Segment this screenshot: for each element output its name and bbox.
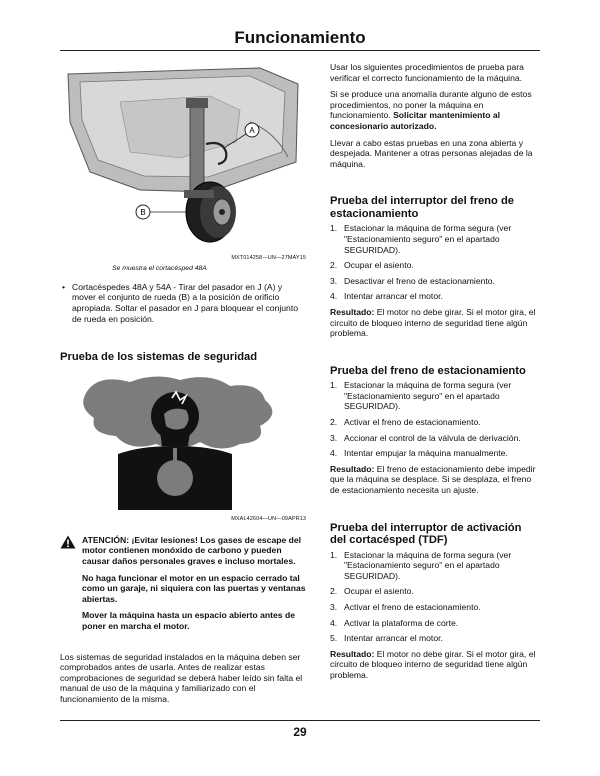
callout-b: B	[140, 208, 146, 217]
mower-wheel-illustration	[60, 62, 306, 248]
result-paragraph	[330, 464, 540, 496]
result-label: Resultado:	[330, 306, 375, 317]
result-text: El motor no debe girar. Si el motor gira, el circuito de bloqueo interno de seguridad tiene algún problema.	[330, 306, 536, 339]
result-paragraph	[330, 649, 540, 681]
result-label: Resultado:	[330, 648, 375, 659]
result-label: Resultado:	[330, 463, 375, 474]
list-item: 4. Intentar arrancar el motor.	[330, 291, 443, 302]
bullet-dot: •	[62, 281, 66, 292]
list-item: 1. Estacionar la máquina de forma segura (ver "Estacionamiento seguro" en el apartado SEGURIDAD).	[330, 380, 512, 412]
section-title: Prueba del interruptor de activación del cortacésped (TDF)	[330, 521, 522, 547]
intro-paragraph	[330, 89, 540, 131]
wheel-figure	[60, 62, 306, 275]
list-item: 4. Activar la plataforma de corte.	[330, 617, 459, 628]
warning-text: Mover la máquina hasta un espacio abierto antes de poner en marcha el motor.	[82, 610, 295, 631]
result-text: El motor no debe girar. Si el motor gira, el circuito de bloqueo interno de seguridad tiene algún problema.	[330, 648, 536, 680]
list-item	[60, 282, 306, 324]
header-rule	[60, 50, 540, 51]
exhaust-warning-illustration	[60, 370, 306, 510]
list-item: 1. Estacionar la máquina de forma segura (ver "Estacionamiento seguro" en el apartado SEGURIDAD).	[330, 223, 512, 255]
list-item: 2. Activar el freno de estacionamiento.	[330, 416, 481, 427]
steps-list	[330, 550, 540, 644]
exhaust-figure	[60, 370, 306, 525]
intro-bold-text: Solicitar mantenimiento al concesionario autorizado.	[330, 110, 501, 131]
section-title: Prueba del freno de estacionamiento	[330, 364, 526, 377]
steps-list	[330, 223, 540, 302]
right-column	[330, 62, 540, 686]
section-title: Prueba de los sistemas de seguridad	[60, 351, 258, 364]
result-text: El freno de estacionamiento debe impedir que la máquina se desplace. Si se desplaza, el freno de estacionamiento necesita un ajuste.	[330, 463, 536, 495]
closing-paragraph: Los sistemas de seguridad instalados en la máquina deben ser comprobados antes de usarla. Antes de realizar estas comprobaciones de seguridad se deberá haber leído sin falta el manual de uso de la máquina y familiarizado con el funcionamiento de la misma.	[60, 651, 303, 704]
page-number: 29	[293, 725, 307, 739]
warning-text: ATENCIÓN: ¡Evitar lesiones! Los gases de escape del motor contienen monóxido de carbono y pueden causar daños personales graves e incluso mortales.	[82, 534, 302, 567]
list-item: 3. Activar el freno de estacionamiento.	[330, 601, 481, 612]
bullet-text: Cortacéspedes 48A y 54A - Tirar del pasador en J (A) y mover el conjunto de rueda (B) a la posición de orificio apropiada. Soltar el pasador en J para bloquear el conjunto de rueda en posición.	[72, 281, 298, 324]
footer-rule	[60, 720, 540, 721]
list-item: 4. Intentar empujar la máquina manualmente.	[330, 448, 508, 459]
list-item: 1. Estacionar la máquina de forma segura (ver "Estacionamiento seguro" en el apartado SEGURIDAD).	[330, 549, 512, 581]
list-item: 2. Ocupar el asiento.	[330, 260, 414, 271]
warning-block	[60, 535, 306, 638]
list-item: 5. Intentar arrancar el motor.	[330, 633, 443, 644]
warning-triangle-icon	[60, 535, 82, 638]
steps-list	[330, 380, 540, 459]
figure-caption: Se muestra el cortacésped 48A	[112, 265, 207, 273]
figure-code: MXT014258—UN—27MAY15	[231, 254, 306, 261]
intro-paragraph: Llevar a cabo estas pruebas en una zona abierta y despejada. Mantener a otras personas alejadas de la máquina.	[330, 137, 533, 169]
left-column	[60, 62, 306, 711]
section-title: Prueba del interruptor del freno de estacionamiento	[330, 195, 514, 220]
list-item: 2. Ocupar el asiento.	[330, 586, 414, 597]
page-title: Funcionamiento	[234, 28, 366, 47]
intro-paragraph: Usar los siguientes procedimientos de prueba para verificar el correcto funcionamiento de la máquina.	[330, 62, 524, 83]
callout-a: A	[249, 126, 255, 135]
list-item: 3. Accionar el control de la válvula de derivación.	[330, 432, 521, 443]
result-paragraph	[330, 307, 540, 339]
figure-code: MXAL42604—UN—09APR13	[231, 516, 306, 523]
warning-text: No haga funcionar el motor en un espacio cerrado tal como un garaje, ni siquiera con las puertas y ventanas abiertas.	[82, 572, 306, 604]
list-item: 3. Desactivar el freno de estacionamiento.	[330, 275, 495, 286]
intro-text: Si se produce una anomalía durante alguno de estos procedimientos, no poner la máquina en funcionamiento.	[330, 89, 532, 121]
